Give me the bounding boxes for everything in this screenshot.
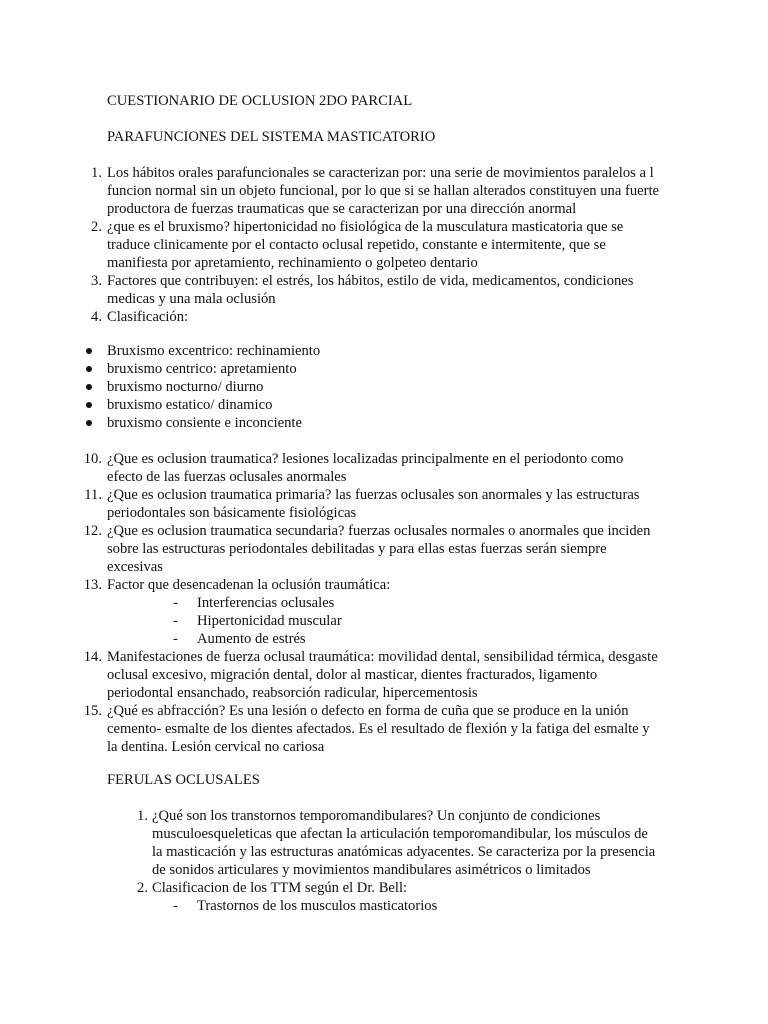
item-number: 2. (91, 219, 102, 235)
item-text: Los hábitos orales parafuncionales se caracterizan por: una serie de movimientos paralelos a l funcion normal sin un objeto funcional, por lo que si se hallan alterados constituyen una fuerte productora de fuerzas traumaticas que se caracterizan por una dirección anormal (107, 165, 659, 217)
document-title: CUESTIONARIO DE OCLUSION 2DO PARCIAL (107, 93, 413, 109)
item-number: 2. (137, 880, 148, 896)
bullet-text: bruxismo consiente e inconciente (107, 415, 302, 431)
bullet-item (0, 414, 320, 432)
item-text: ¿Que es oclusion traumatica primaria? las fuerzas oclusales son anormales y las estructuras periodontales son básicamente fisiológicas (107, 487, 640, 521)
item-text: ¿Qué es abfracción? Es una lesión o defecto en forma de cuña que se produce en la unión cemento- esmalte de los dientes afectados. Es el resultado de flexión y la fatiga del esmalte y la dentina. Lesión cervical no cariosa (107, 703, 650, 755)
bullet-icon (86, 348, 92, 354)
sub-item (152, 897, 660, 915)
bullet-item (0, 396, 320, 414)
dash-marker: - (173, 898, 178, 914)
item-text: ¿que es el bruxismo? hipertonicidad no fisiológica de la musculatura masticatoria que se traduce clinicamente por el contacto oclusal repetido, constante e intermitente, que se manifiesta por apretamiento, rechinamiento o golpeteo dentario (107, 219, 624, 271)
list-item (0, 486, 660, 522)
bullet-item (0, 360, 320, 378)
list-item (0, 522, 660, 576)
item-text: ¿Que es oclusion traumatica secundaria? fuerzas oclusales normales o anormales que inciden sobre las estructuras periodontales debilitadas y para ellas estas fuerzas serán siempre excesivas (107, 523, 651, 575)
list-item (0, 702, 660, 756)
list-item (0, 308, 660, 326)
item-text: ¿Que es oclusion traumatica? lesiones localizadas principalmente en el periodonto como efecto de las fuerzas oclusales anormales (107, 451, 624, 485)
dash-marker: - (173, 613, 178, 629)
list-item (0, 450, 660, 486)
sub-item (107, 612, 660, 630)
numbered-list-ferulas (0, 807, 660, 915)
numbered-list-parafunciones (0, 164, 660, 326)
item-text: Factores que contribuyen: el estrés, los hábitos, estilo de vida, medicamentos, condiciones medicas y una mala oclusión (107, 273, 634, 307)
bullet-icon (86, 366, 92, 372)
bullet-item (0, 342, 320, 360)
item-number: 1. (137, 808, 148, 824)
bullet-text: Bruxismo excentrico: rechinamiento (107, 343, 321, 359)
item-number: 11. (84, 487, 102, 503)
bullet-icon (86, 384, 92, 390)
sub-item (107, 630, 660, 648)
bullet-text: bruxismo nocturno/ diurno (107, 379, 264, 395)
item-number: 13. (83, 577, 102, 593)
bullet-icon (86, 402, 92, 408)
dash-marker: - (173, 595, 178, 611)
item-number: 1. (91, 165, 102, 181)
dash-marker: - (173, 631, 178, 647)
item-text: ¿Qué son los transtornos temporomandibulares? Un conjunto de condiciones musculoesqueleticas que afectan la articulación temporomandibular, los músculos de la masticación y las estructuras anatómicas adyacentes. Se caracteriza por la presencia de sonidos articulares y movimientos mandibulares asimétricos o limitados (152, 808, 656, 878)
sub-item (107, 594, 660, 612)
list-item (0, 807, 660, 879)
item-number: 15. (83, 703, 102, 719)
list-item (0, 164, 660, 218)
list-item (0, 879, 660, 915)
item-number: 14. (83, 649, 102, 665)
item-text: Factor que desencadenan la oclusión traumática: (107, 577, 391, 593)
sub-item-text: Aumento de estrés (197, 631, 306, 647)
list-item (0, 272, 660, 308)
item-number: 10. (83, 451, 102, 467)
item-text: Clasificación: (107, 309, 189, 325)
item-number: 3. (91, 273, 102, 289)
item-number: 4. (91, 309, 102, 325)
sub-item-text: Trastornos de los musculos masticatorios (197, 898, 438, 914)
section-heading-parafunciones: PARAFUNCIONES DEL SISTEMA MASTICATORIO (107, 129, 436, 145)
list-item (0, 648, 660, 702)
bullet-text: bruxismo estatico/ dinamico (107, 397, 273, 413)
sub-item-text: Hipertonicidad muscular (197, 613, 342, 629)
bullet-text: bruxismo centrico: apretamiento (107, 361, 297, 377)
bullet-list-clasificacion (0, 342, 320, 432)
list-item (0, 218, 660, 272)
bullet-item (0, 378, 320, 396)
item-text: Manifestaciones de fuerza oclusal traumática: movilidad dental, sensibilidad térmica, desgaste oclusal excesivo, migración dental, dolor al masticar, dientes fracturados, ligamento periodontal ensanchado, reabsorción radicular, hipercementosis (107, 649, 658, 701)
sub-list (152, 897, 660, 915)
sub-item-text: Interferencias oclusales (197, 595, 335, 611)
item-number: 12. (83, 523, 102, 539)
section-heading-ferulas: FERULAS OCLUSALES (107, 772, 260, 788)
item-text: Clasificacion de los TTM según el Dr. Bell: (152, 880, 408, 896)
bullet-icon (86, 420, 92, 426)
numbered-list-oclusion-traumatica (0, 450, 660, 756)
list-item (0, 576, 660, 648)
sub-list (107, 594, 660, 648)
